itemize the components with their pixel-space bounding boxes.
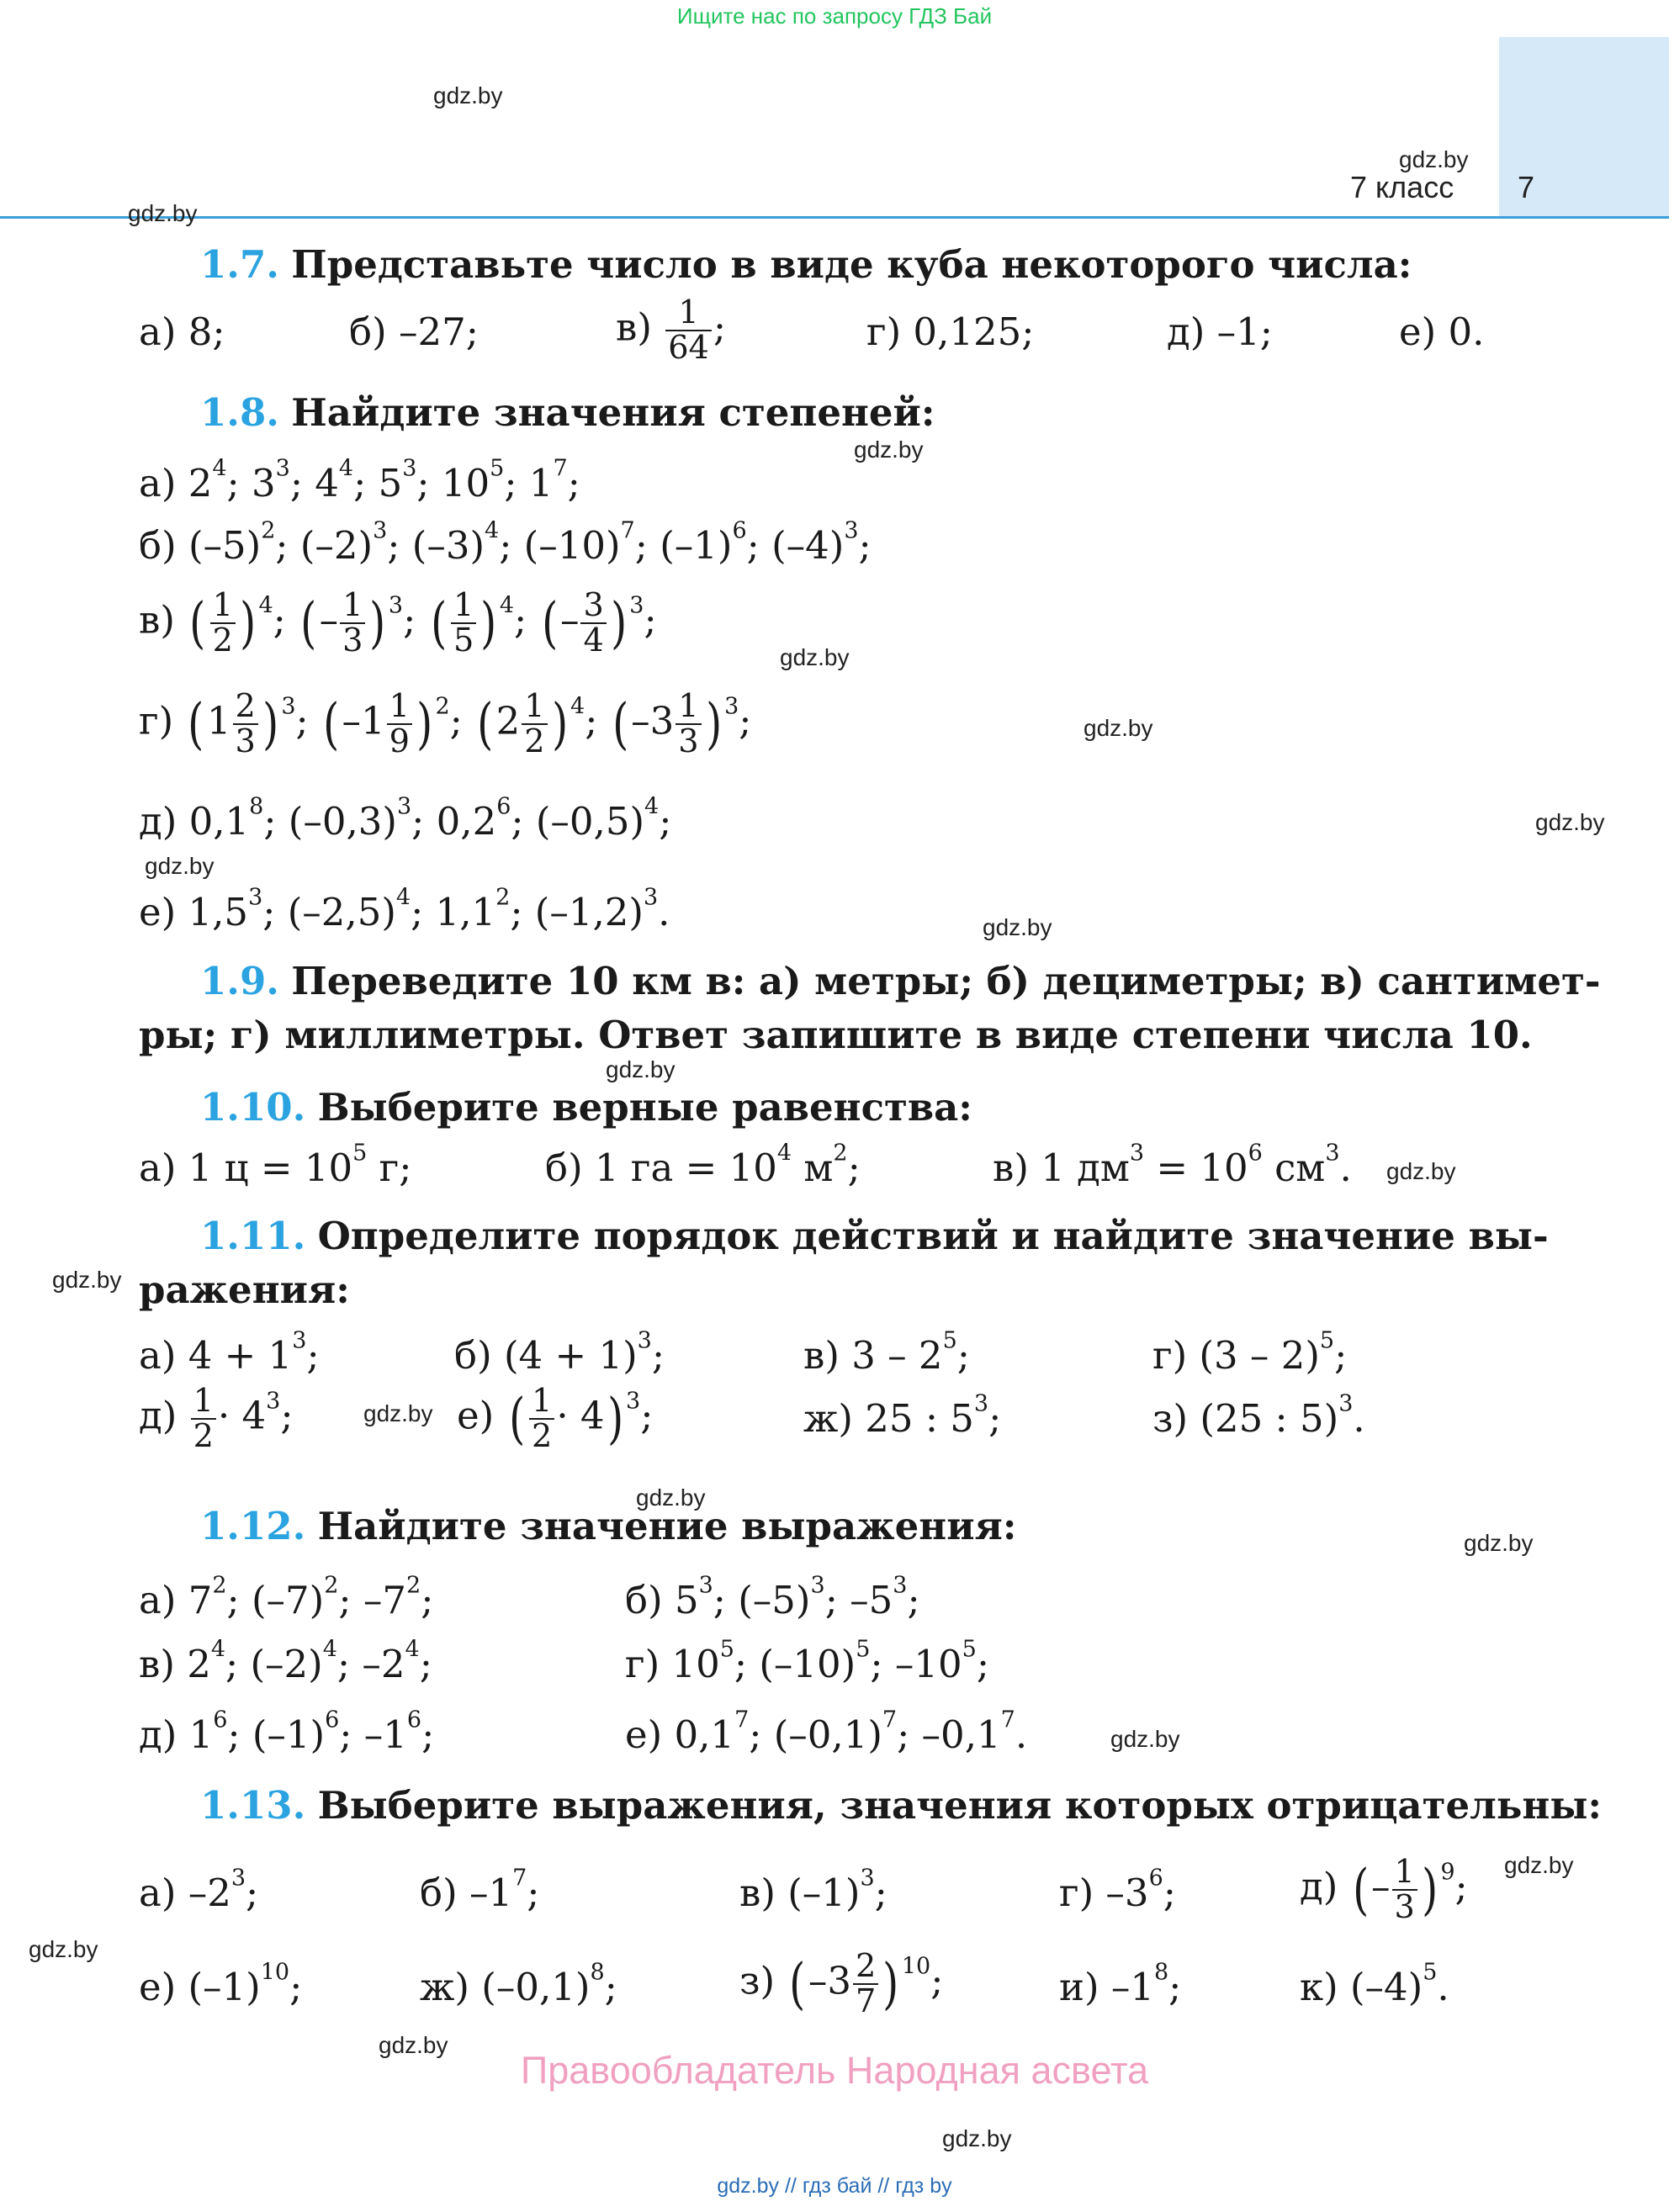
watermark: gdz.by (145, 853, 215, 879)
problem-1-8-d: д) $0,1^8$; $(-0,3)^3$; $0,2^6$; $(-0,5)^4$; (139, 793, 672, 844)
problem-1-9-line2: ры; г) миллиметры. Ответ запишите в виде степени числа 10. (139, 1013, 1533, 1057)
watermark: gdz.by (983, 914, 1052, 940)
watermark: gdz.by (29, 1936, 98, 1962)
watermark: gdz.by (606, 1056, 676, 1082)
watermark: gdz.by (379, 2032, 448, 2058)
problem-1-8-g: г) (1 $\frac{2}{3}$ ) $^3$; (–1 $\frac{1}{9}$ ) $^2$; (2 $\frac{1}{2}$ ) $^4$; (–3 $\frac{1}{3}$ ) $^3$; (139, 687, 752, 761)
watermark: gdz.by (780, 644, 850, 670)
problem-1-12-heading: 1.12. Найдите значение выражения: (200, 1504, 1017, 1548)
problem-1-11-line2: ражения: (139, 1267, 350, 1312)
watermark: gdz.by (1110, 1726, 1180, 1752)
top-banner: Ищите нас по запросу ГДЗ Бай (676, 3, 993, 29)
watermark: gdz.by (1535, 809, 1605, 835)
problem-1-10-heading: 1.10. Выберите верные равенства: (200, 1085, 972, 1130)
problem-1-8-v: в) ( $\frac{1}{2}$ ) $^4$; (– $\frac{1}{3}$ ) $^3$; ( $\frac{1}{5}$ ) $^4$; (– $\frac{3}{4}$ ) $^3$; (139, 586, 657, 660)
footer-links: gdz.by // гдз бай // гдз by (717, 2174, 952, 2198)
copyright-notice: Правообладатель Народная асвета (520, 2049, 1149, 2092)
watermark: gdz.by (636, 1484, 706, 1511)
watermark: gdz.by (433, 82, 503, 108)
problem-1-9-line1: 1.9. Переведите 10 км в: а) метры; б) дециметры; в) сантимет- (200, 959, 1601, 1003)
problem-1-8-heading: 1.8. Найдите значения степеней: (200, 390, 935, 435)
header-rule (0, 216, 1669, 219)
watermark: gdz.by (128, 200, 198, 226)
watermark: gdz.by (363, 1400, 433, 1426)
problem-1-8-e: е) $1,5^3$; $(-2,5)^4$; $1,1^2$; $(-1,2)^3$. (139, 884, 670, 934)
watermark: gdz.by (52, 1267, 122, 1293)
problem-1-13-heading: 1.13. Выберите выражения, значения которых отрицательны: (200, 1783, 1603, 1828)
watermark: gdz.by (942, 2125, 1012, 2151)
watermark: gdz.by (1084, 715, 1153, 741)
watermark: gdz.by (854, 437, 924, 463)
problem-1-8-a: а) $2^4$; $3^3$; $4^4$; $5^3$; $10^5$; $1^7$; (139, 455, 580, 505)
watermark: gdz.by (1464, 1530, 1534, 1556)
page-number: 7 (1518, 170, 1535, 204)
grade-label: 7 класс (1350, 170, 1454, 204)
problem-1-7-heading: 1.7. Представьте число в виде куба некоторого числа: (200, 242, 1412, 287)
watermark: gdz.by (1399, 146, 1469, 172)
watermark: gdz.by (1386, 1158, 1456, 1184)
problem-1-8-b: б) $(-5)^2$; $(-2)^3$; $(-3)^4$; $(-10)^7$; $(-1)^6$; $(-4)^3$; (139, 517, 872, 568)
problem-1-11-line1: 1.11. Определите порядок действий и найдите значение вы- (200, 1214, 1549, 1258)
watermark: gdz.by (1504, 1852, 1574, 1878)
